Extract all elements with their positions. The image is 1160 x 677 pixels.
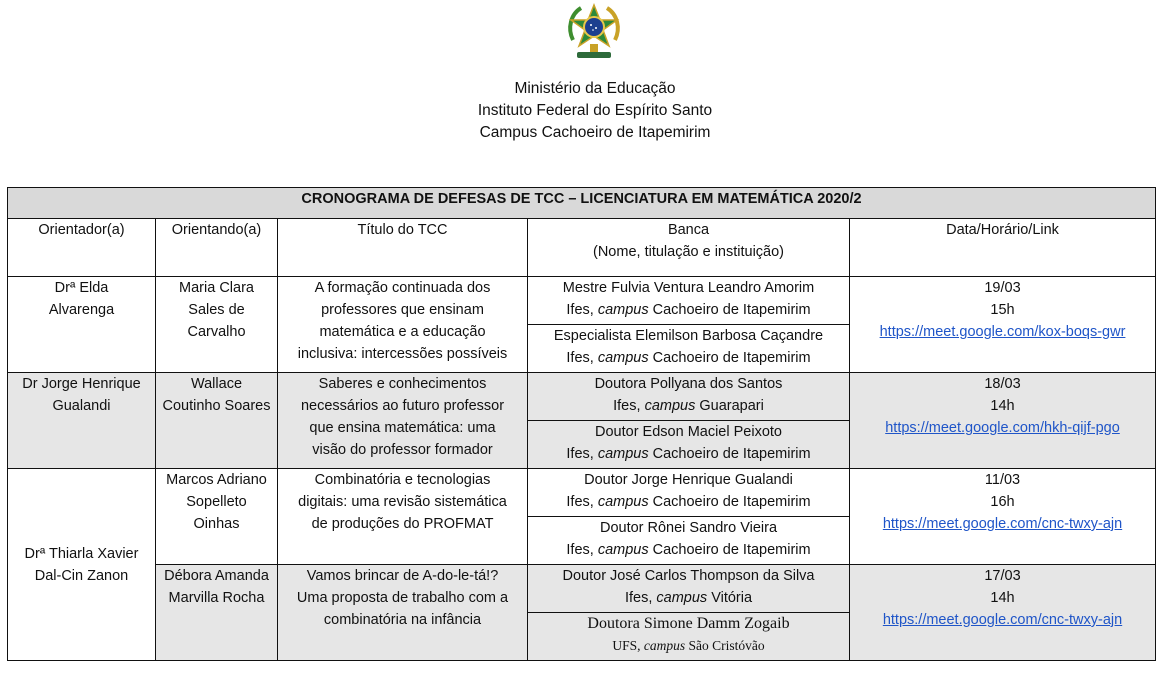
orientando-cell: Débora Amanda Marvilla Rocha	[156, 565, 278, 661]
table-row	[8, 277, 1156, 325]
data-cell	[850, 565, 1156, 661]
banca-member-cell: Doutor José Carlos Thompson da Silva Ifes, campus Vitória	[528, 565, 850, 613]
orientando-cell: Wallace Coutinho Soares	[156, 373, 278, 469]
banca-member-cell: Especialista Elemilson Barbosa Caçandre Ifes, campus Cachoeiro de Itapemirim	[528, 325, 850, 373]
hora-value: 14h	[990, 590, 1015, 606]
data-cell	[850, 277, 1156, 373]
titulo-cell: Saberes e conhecimentos necessários ao futuro professor que ensina matemática: uma visão do professor formador	[278, 373, 528, 469]
data-value: 17/03	[984, 568, 1021, 584]
data-cell	[850, 469, 1156, 565]
data-value: 19/03	[984, 280, 1021, 296]
col-header-banca-label: Banca	[667, 222, 710, 238]
orientador-cell: Drª Thiarla Xavier Dal-Cin Zanon	[8, 469, 156, 661]
header-line-ministerio: Ministério da Educação	[514, 80, 676, 97]
table-row	[8, 469, 1156, 517]
header-line-instituto: Instituto Federal do Espírito Santo	[477, 102, 713, 119]
col-header-orientando: Orientando(a)	[156, 219, 278, 277]
hora-value: 16h	[990, 494, 1015, 510]
banca-member-cell: Doutora Simone Damm Zogaib UFS, campus São Cristóvão	[528, 613, 850, 661]
col-header-titulo: Título do TCC	[278, 219, 528, 277]
meet-link[interactable]: https://meet.google.com/kox-boqs-gwr	[879, 324, 1126, 340]
header-line-campus: Campus Cachoeiro de Itapemirim	[479, 124, 711, 141]
titulo-cell: A formação continuada dos professores que ensinam matemática e a educação inclusiva: intercessões possíveis	[278, 277, 528, 373]
banca-member-cell: Mestre Fulvia Ventura Leandro Amorim Ifes, campus Cachoeiro de Itapemirim	[528, 277, 850, 325]
orientador-cell: Drª Elda Alvarenga	[8, 277, 156, 373]
hora-value: 15h	[990, 302, 1015, 318]
orientando-cell: Maria Clara Sales de Carvalho	[156, 277, 278, 373]
banca-member-cell: Doutora Pollyana dos Santos Ifes, campus Guarapari	[528, 373, 850, 421]
meet-link[interactable]: https://meet.google.com/cnc-twxy-ajn	[882, 516, 1123, 532]
orientador-cell: Dr Jorge Henrique Gualandi	[8, 373, 156, 469]
titulo-cell: Combinatória e tecnologias digitais: uma revisão sistemática de produções do PROFMAT	[278, 469, 528, 565]
col-header-orientador: Orientador(a)	[8, 219, 156, 277]
col-header-banca-sub: (Nome, titulação e instituição)	[593, 244, 784, 260]
orientando-cell: Marcos Adriano Sopelleto Oinhas	[156, 469, 278, 565]
hora-value: 14h	[990, 398, 1015, 414]
data-value: 11/03	[984, 472, 1021, 488]
col-header-banca	[528, 219, 850, 277]
table-title-row	[8, 188, 1156, 219]
brasao-republica-icon	[563, 2, 625, 64]
data-cell	[850, 373, 1156, 469]
meet-link[interactable]: https://meet.google.com/cnc-twxy-ajn	[882, 612, 1123, 628]
banca-member-cell: Doutor Edson Maciel Peixoto Ifes, campus Cachoeiro de Itapemirim	[528, 421, 850, 469]
data-value: 18/03	[984, 376, 1021, 392]
table-header-row	[8, 219, 1156, 277]
table-row	[8, 565, 1156, 613]
banca-member-cell: Doutor Jorge Henrique Gualandi Ifes, campus Cachoeiro de Itapemirim	[528, 469, 850, 517]
titulo-cell: Vamos brincar de A-do-le-tá!? Uma proposta de trabalho com a combinatória na infância	[278, 565, 528, 661]
defesas-table	[7, 187, 1156, 661]
col-header-data: Data/Horário/Link	[850, 219, 1156, 277]
table-title: CRONOGRAMA DE DEFESAS DE TCC – LICENCIATURA EM MATEMÁTICA 2020/2	[8, 188, 1156, 219]
table-row	[8, 373, 1156, 421]
banca-member-cell: Doutor Rônei Sandro Vieira Ifes, campus Cachoeiro de Itapemirim	[528, 517, 850, 565]
meet-link[interactable]: https://meet.google.com/hkh-qijf-pgo	[885, 420, 1120, 436]
